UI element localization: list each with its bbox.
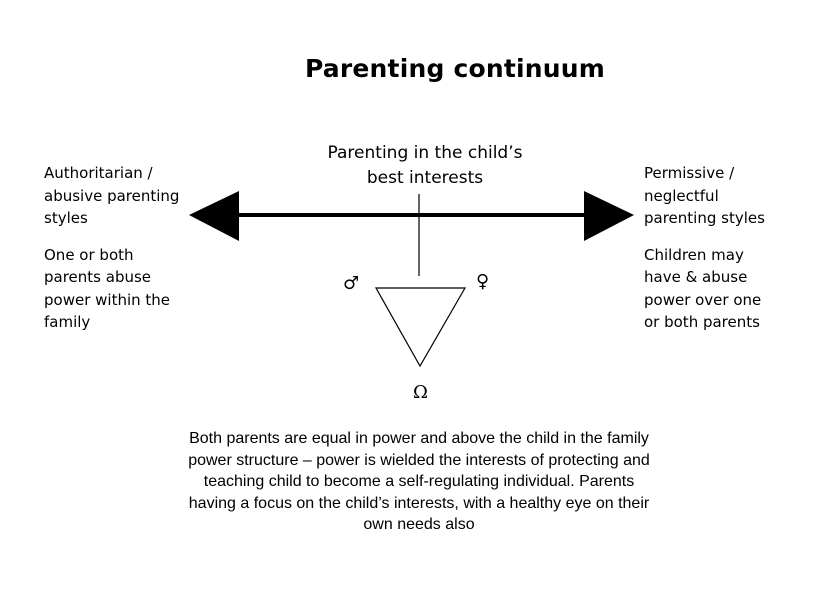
male-symbol-icon: ♂ — [343, 273, 360, 294]
left-body-line: family — [44, 313, 91, 331]
explanation-line: power structure – power is wielded the interests of protecting and — [188, 451, 650, 469]
explanation-line: own needs also — [363, 516, 475, 533]
left-body-line: One or both — [44, 245, 134, 264]
explanation-line: Both parents are equal in power and above the child in the family — [189, 430, 649, 447]
left-body-line: power within the — [44, 290, 171, 309]
right-heading-line: parenting styles — [644, 209, 765, 227]
right-heading-line: Permissive / — [644, 164, 735, 182]
right-arrowhead — [584, 191, 634, 241]
page-title: Parenting continuum — [304, 54, 606, 83]
center-label-line: Parenting in the child’s — [327, 143, 523, 163]
right-body-line: power over one — [644, 290, 762, 309]
left-heading-line: abusive parenting — [44, 186, 180, 205]
right-body-line: Children may — [644, 245, 744, 264]
explanation-line: having a focus on the child’s interests, with a healthy eye on their — [188, 494, 650, 512]
center-label-line: best interests — [366, 168, 484, 188]
family-triangle — [376, 288, 465, 366]
right-body-line: have & abuse — [644, 268, 748, 286]
right-body-line: or both parents — [644, 313, 760, 331]
female-symbol-icon: ♀ — [476, 271, 490, 292]
explanation-text — [130, 428, 708, 536]
left-heading-line: styles — [44, 209, 88, 227]
explanation-line: teaching child to become a self-regulating individual. Parents — [203, 473, 635, 490]
right-heading-line: neglectful — [644, 186, 719, 205]
left-heading-line: Authoritarian / — [44, 164, 153, 182]
left-arrowhead — [189, 191, 239, 241]
omega-child-icon: Ω — [413, 382, 428, 403]
left-body-line: parents abuse — [44, 268, 152, 286]
